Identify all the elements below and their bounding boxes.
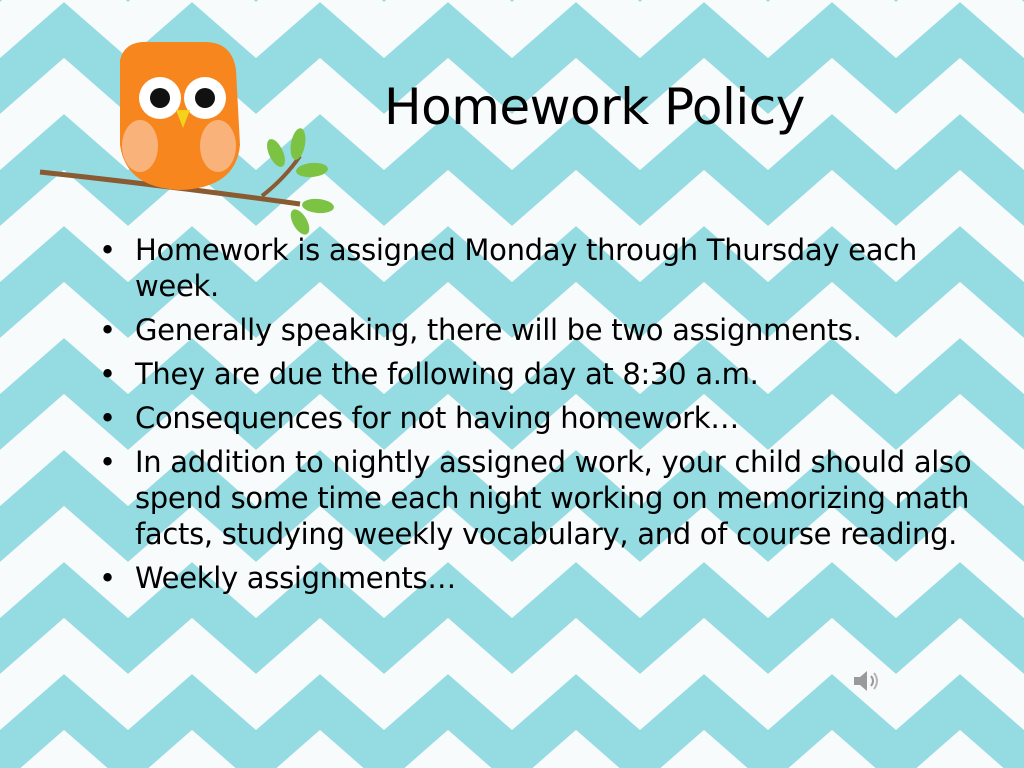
bullet-item	[95, 400, 975, 436]
bullet-text: Homework is assigned Monday through Thursday each week.	[135, 233, 917, 303]
bullet-symbol: •	[99, 561, 116, 595]
owl-icon	[120, 42, 240, 190]
chevron-stripe	[0, 702, 1024, 758]
bullet-item	[95, 356, 975, 392]
bullet-text: Consequences for not having homework…	[135, 401, 739, 435]
leaf	[295, 162, 328, 179]
bullet-text: Generally speaking, there will be two assignments.	[135, 313, 862, 347]
bullet-list	[95, 232, 975, 604]
bullet-text: In addition to nightly assigned work, your child should also spend some time each night working on memorizing math facts, studying weekly vocabulary, and of course reading.	[135, 445, 972, 551]
bullet-symbol: •	[99, 313, 116, 347]
bullet-symbol: •	[99, 357, 116, 391]
bullet-item	[95, 560, 975, 596]
bullet-symbol: •	[99, 401, 116, 435]
leaf	[301, 198, 334, 215]
bullet-item	[95, 312, 975, 348]
bullet-symbol: •	[99, 445, 116, 479]
bullet-text: Weekly assignments…	[135, 561, 456, 595]
bullet-item	[95, 444, 975, 552]
owl-on-branch-illustration	[0, 0, 380, 250]
bullet-symbol: •	[99, 233, 116, 267]
bullet-text: They are due the following day at 8:30 a.m.	[135, 357, 759, 391]
slide-title: Homework Policy	[384, 78, 805, 136]
leaf	[263, 136, 288, 169]
bullet-item	[95, 232, 975, 304]
speaker-icon[interactable]	[852, 668, 880, 694]
leaf	[288, 127, 307, 161]
